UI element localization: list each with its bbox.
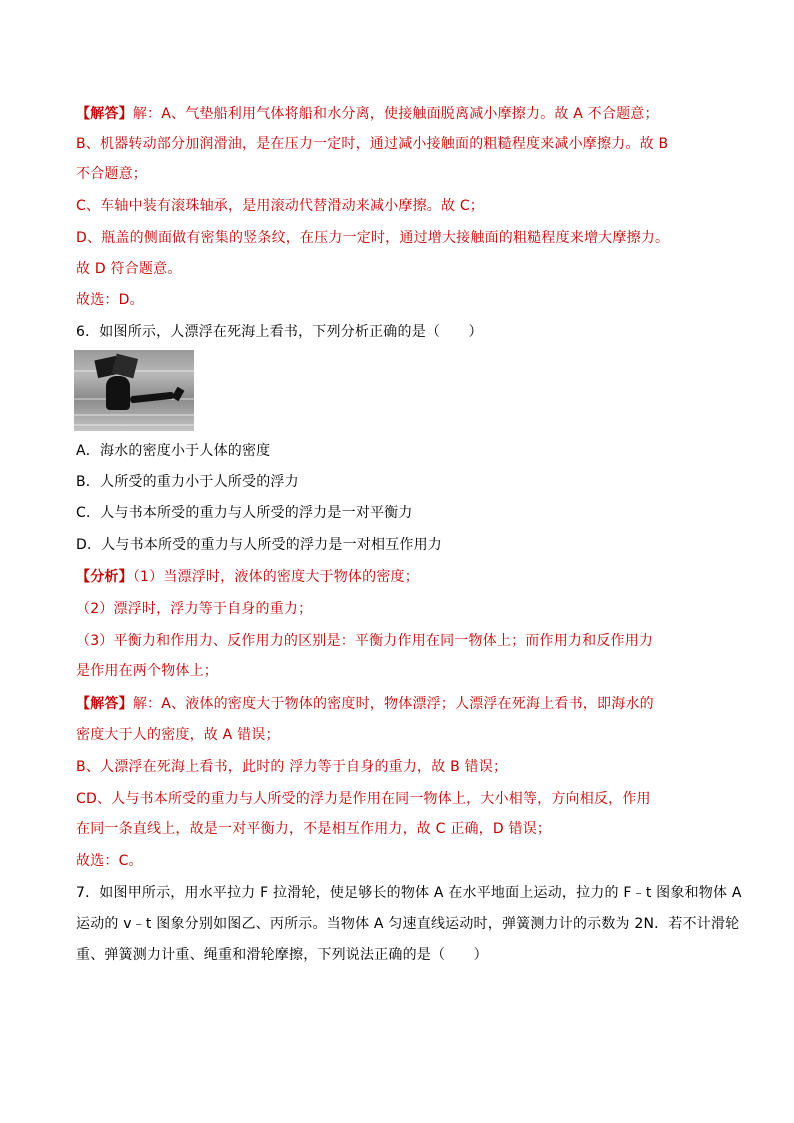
q7-stem-line: 重、弹簧测力计重、绳重和滑轮摩擦，下列说法正确的是（ ） — [76, 947, 488, 963]
answer-tag: 【解答】 — [76, 696, 133, 712]
q6-answer-line: CD、人与书本所受的重力与人所受的浮力是作用在同一物体上，大小相等，方向相反，作用 — [76, 791, 651, 807]
answer-text: 解：A、气垫船利用气体将船和水分离，使接触面脱离减小摩擦力。故 A 不合题意； — [132, 106, 659, 122]
q6-analysis-line: （2）漂浮时，浮力等于自身的重力； — [76, 601, 313, 617]
q7-stem-line: 运动的 v﹣t 图象分别如图乙、丙所示。当物体 A 匀速直线运动时，弹簧测力计的示数为 2N．若不计滑轮 — [76, 916, 740, 932]
q6-option-c: C．人与书本所受的重力与人所受的浮力是一对平衡力 — [76, 505, 413, 521]
q6-answer-line — [76, 694, 726, 714]
q6-option-b: B．人所受的重力小于人所受的浮力 — [76, 474, 299, 490]
q6-choice-line: 故选：C。 — [76, 853, 143, 869]
q6-answer-line: 在同一条直线上，故是一对平衡力，不是相互作用力，故 C 正确，D 错误； — [76, 821, 552, 837]
q6-option-a: A．海水的密度小于人体的密度 — [76, 443, 271, 459]
q6-analysis-line: 是作用在两个物体上； — [76, 663, 218, 679]
q5-answer-line: 故 D 符合题意。 — [76, 261, 182, 277]
q6-analysis-line — [76, 567, 726, 587]
q5-choice-line: 故选：D。 — [76, 292, 144, 308]
q5-answer-line: C、车轴中装有滚珠轴承，是用滚动代替滑动来减小摩擦。故 C； — [76, 198, 484, 214]
analysis-tag: 【分析】 — [76, 569, 133, 585]
person-floating-reading-photo — [74, 350, 194, 431]
answer-text: 解：A、液体的密度大于物体的密度时，物体漂浮；人漂浮在死海上看书，即海水的 — [132, 696, 654, 712]
analysis-text: （1）当漂浮时，液体的密度大于物体的密度； — [132, 569, 419, 585]
q5-answer-line: 不合题意； — [76, 166, 147, 182]
q5-answer-line: D、瓶盖的侧面做有密集的竖条纹，在压力一定时，通过增大接触面的粗糙程度来增大摩擦力。 — [76, 230, 670, 246]
q6-answer-line: B、人漂浮在死海上看书，此时的 浮力等于自身的重力，故 B 错误； — [76, 759, 508, 775]
q6-stem: 6．如图所示，人漂浮在死海上看书，下列分析正确的是（ ） — [76, 324, 483, 340]
q5-answer-line: B、机器转动部分加润滑油，是在压力一定时，通过减小接触面的粗糙程度来减小摩擦力。故 B — [76, 136, 669, 152]
answer-tag: 【解答】 — [76, 106, 133, 122]
q7-stem-line: 7．如图甲所示，用水平拉力 F 拉滑轮，使足够长的物体 A 在水平地面上运动，拉力的 F﹣t 图象和物体 A — [76, 885, 742, 901]
q6-option-d: D．人与书本所受的重力与人所受的浮力是一对相互作用力 — [76, 537, 442, 553]
q6-answer-line: 密度大于人的密度，故 A 错误； — [76, 727, 280, 743]
q6-analysis-line: （3）平衡力和作用力、反作用力的区别是：平衡力作用在同一物体上；而作用力和反作用力 — [76, 633, 654, 649]
q5-answer-tag-line — [76, 104, 726, 124]
